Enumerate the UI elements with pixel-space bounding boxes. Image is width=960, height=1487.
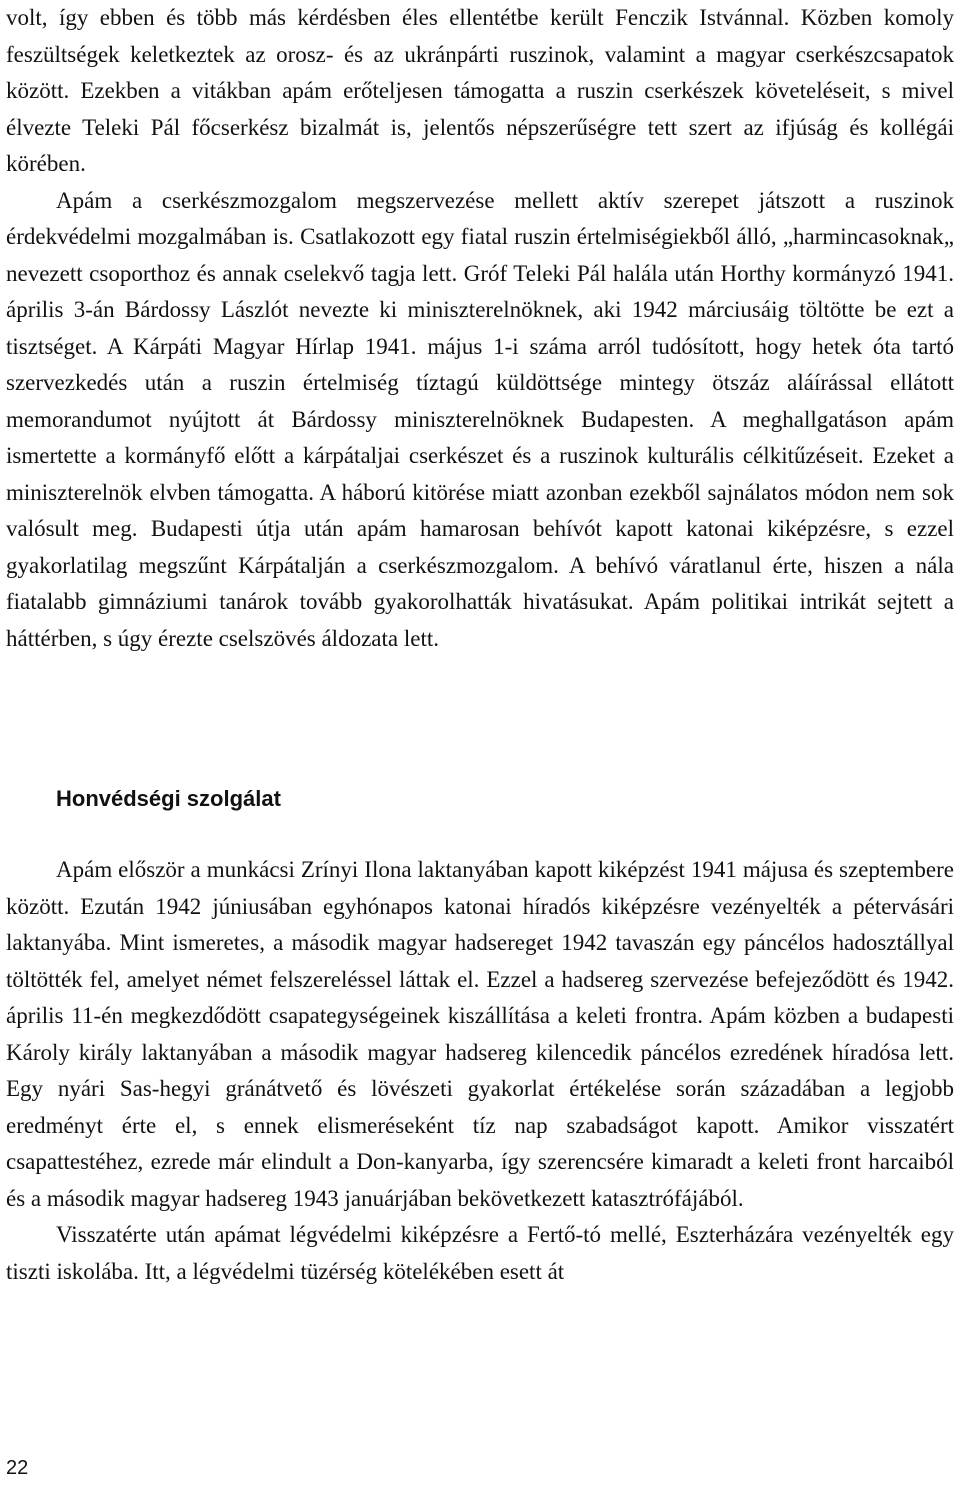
paragraph-military-training: Apám először a munkácsi Zrínyi Ilona laktanyában kapott kiképzést 1941 májusa és szeptembere között. Ezután 1942 júniusában egyhónapos katonai híradós kiképzésre vezényelték a pétervásári laktanyába. Mint ismeretes, a második magyar hadsereget 1942 tavaszán egy páncélos hadosztállyal töltötték fel, amelyet német felszereléssel láttak el. Ezzel a hadsereg szervezése befejeződött és 1942. április 11-én megkezdődött csapategységeinek kiszállítása a keleti frontra. Apám közben a budapesti Károly király laktanyában a második magyar hadsereg kilencedik páncélos ezredének híradósa lett. Egy nyári Sas-hegyi gránátvető és lövészeti gyakorlat értékelése során századában a legjobb eredményt érte el, s ennek elismeréseként tíz nap szabadságot kapott. Amikor visszatért csapattestéhez, ezrede már elindult a Don-kanyarba, így szerencsére kimaradt a keleti front harcaiból és a második magyar hadsereg 1943 januárjában bekövetkezett katasztrófájából. xyxy=(6,857,954,1211)
page-number: 22 xyxy=(6,1457,29,1479)
body-text-bottom xyxy=(6,852,954,1290)
paragraph-continuation: volt, így ebben és több más kérdésben éles ellentétbe került Fenczik Istvánnal. Közben komoly feszültségek keletkeztek az orosz- és az ukránpárti ruszinok, valamint a magyar cserkészcsapatok között. Ezekben a vitákban apám erőteljesen támogatta a ruszin cserkészek követeléseit, s mivel élvezte Teleki Pál főcserkész bizalmát is, jelentős népszerűségre tett szert az ifjúság és kollégái körében. xyxy=(6,5,954,176)
body-text-top xyxy=(6,0,954,657)
paragraph-air-defense: Visszatérte után apámat légvédelmi kiképzésre a Fertő-tó mellé, Eszterházára vezényelték egy tiszti iskolába. Itt, a légvédelmi tüzérség kötelékében esett át xyxy=(6,1222,954,1284)
paragraph-ruszin-movement: Apám a cserkészmozgalom megszervezése mellett aktív szerepet játszott a ruszinok érdekvédelmi mozgalmában is. Csatlakozott egy fiatal ruszin értelmiségiekből álló, „harmincasoknak„ nevezett csoporthoz és annak cselekvő tagja lett. Gróf Teleki Pál halála után Horthy kormányzó 1941. április 3-án Bárdossy Lászlót nevezte ki miniszterelnöknek, aki 1942 márciusáig töltötte be ezt a tisztséget. A Kárpáti Magyar Hírlap 1941. május 1-i száma arról tudósított, hogy hetek óta tartó szervezkedés után a ruszin értelmiség tíztagú küldöttsége mintegy ötszáz aláírással ellátott memorandumot nyújtott át Bárdossy miniszterelnöknek Budapesten. A meghallgatáson apám ismertette a kormányfő előtt a kárpátaljai cserkészet és a ruszinok kulturális célkitűzéseit. Ezeket a miniszterelnök elvben támogatta. A háború kitörése miatt azonban ezekből sajnálatos módon nem sok valósult meg. Budapesti útja után apám hamarosan behívót kapott katonai kiképzésre, s ezzel gyakorlatilag megszűnt Kárpátalján a cserkészmozgalom. A behívó váratlanul érte, hiszen a nála fiatalabb gimnáziumi tanárok tovább gyakorolhatták hivatásukat. Apám politikai intrikát sejtett a háttérben, s úgy érezte cselszövés áldozata lett. xyxy=(6,187,954,651)
section-heading: Honvédségi szolgálat xyxy=(56,786,281,811)
